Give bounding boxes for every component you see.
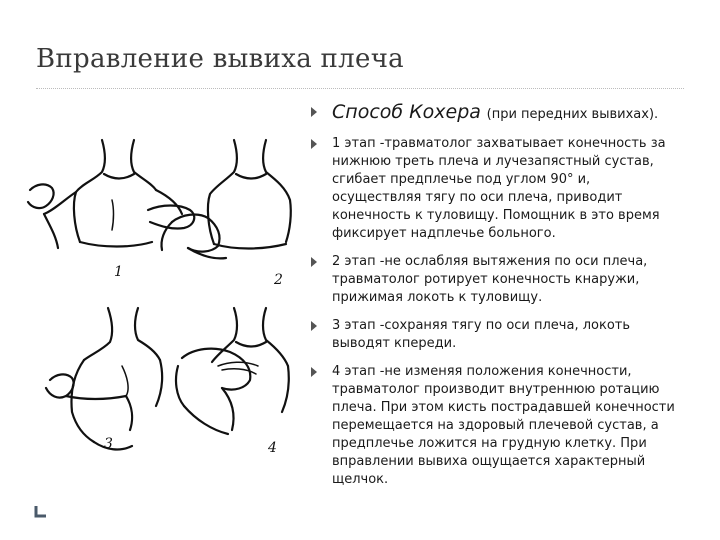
list-item [308,317,680,353]
corner-mark-icon [34,504,48,518]
triangle-right-icon [311,107,317,117]
step-1-text: 1 этап -травматолог захватывает конечность за нижнюю треть плеча и лучезапястный сустав, сгибает предплечье под углом 90° и, осуществляя тягу по оси плеча, приводит конечность к туловищу. Помощник в это время фиксирует надплечье больного. [332,136,666,241]
step-2-text: 2 этап -не ослабляя вытяжения по оси плеча, травматолог ротирует конечность кнаружи, прижимая локоть к туловищу. [332,254,648,305]
panel-2-drawing [161,140,290,258]
panel-label-4: 4 [268,440,277,456]
method-heading [308,100,680,127]
list-item [308,363,680,489]
panel-1-drawing [28,140,194,248]
list-item [308,253,680,307]
triangle-right-icon [311,257,317,267]
step-4-text: 4 этап -не изменяя положения конечности, травматолог производит внутреннюю ротацию плеча. При этом кисть пострадавшей конечности перемещается на здоровый плечевой сустав, а предплечье ложится на грудную клетку. При вправлении вывиха ощущается характерный щелчок. [332,364,675,487]
panel-label-3: 3 [104,436,113,452]
kocher-method-illustration [22,130,312,500]
method-name: Способ Кохера [332,101,481,123]
panel-label-2: 2 [274,272,283,288]
panel-4-drawing [176,308,289,434]
list-item [308,135,680,243]
panel-label-1: 1 [114,264,123,280]
panel-3-drawing [46,308,162,449]
triangle-right-icon [311,321,317,331]
slide-title: Вправление вывиха плеча [36,44,404,74]
triangle-right-icon [311,139,317,149]
title-divider [36,88,684,89]
method-steps-list [308,100,680,499]
method-indication: (при передних вывихах). [486,107,659,122]
triangle-right-icon [311,367,317,377]
step-3-text: 3 этап -сохраняя тягу по оси плеча, локоть выводят кпереди. [332,318,631,351]
